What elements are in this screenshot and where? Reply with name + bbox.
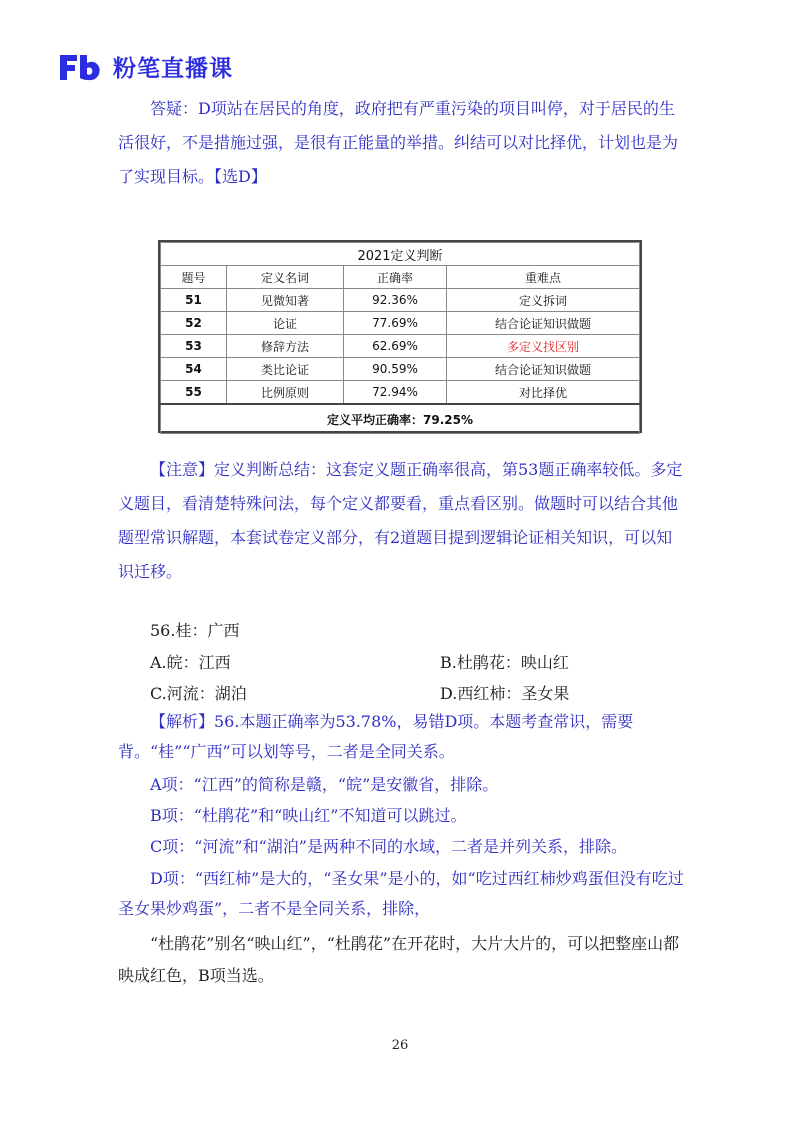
table-header-cell: 题号 <box>161 266 227 289</box>
table-cell: 51 <box>161 289 227 312</box>
table-cell: 对比择优 <box>447 381 640 405</box>
analysis-a: A项：“江西”的简称是赣，“皖”是安徽省，排除。 <box>150 775 499 794</box>
table-cell: 结合论证知识做题 <box>447 312 640 335</box>
note-paragraph: 【注意】定义判断总结：这套定义题正确率很高，第53题正确率较低。多定义题目，看清楚特殊问法，每个定义都要看，重点看区别。做题时可以结合其他题型常识解题，本套试卷定义部分，有2道题目提到逻辑论证相关知识，可以知识迁移。 <box>118 460 683 581</box>
table-row <box>161 358 640 381</box>
table-header-cell: 定义名词 <box>227 266 344 289</box>
analysis-c: C项：“河流”和“湖泊”是两种不同的水域，二者是并列关系，排除。 <box>150 837 627 856</box>
fenbi-logo-icon <box>57 51 103 83</box>
table-cell: 77.69% <box>344 312 447 335</box>
brand-logo <box>57 50 233 83</box>
table-cell: 修辞方法 <box>227 335 344 358</box>
table-cell: 52 <box>161 312 227 335</box>
table-cell: 54 <box>161 358 227 381</box>
table-cell: 见微知著 <box>227 289 344 312</box>
option-b: B.杜鹃花：映山红 <box>440 653 569 672</box>
table-cell: 55 <box>161 381 227 405</box>
table-header-row <box>161 266 640 289</box>
accuracy-table <box>158 240 642 433</box>
analysis-d: D项：“西红柿”是大的，“圣女果”是小的，如“吃过西红柿炒鸡蛋但没有吃过圣女果炒鸡蛋”，二者不是全同关系，排除， <box>118 869 684 918</box>
table-row <box>161 335 640 358</box>
table-row <box>161 289 640 312</box>
table-cell: 多定义找区别 <box>447 335 640 358</box>
table-cell: 90.59% <box>344 358 447 381</box>
table-row <box>161 312 640 335</box>
table-row <box>161 381 640 405</box>
analysis-conclusion: “杜鹃花”别名“映山红”，“杜鹃花”在开花时，大片大片的，可以把整座山都映成红色，B项当选。 <box>118 934 680 985</box>
option-c: C.河流：湖泊 <box>150 684 247 703</box>
table-cell: 比例原则 <box>227 381 344 405</box>
table-cell: 72.94% <box>344 381 447 405</box>
table-header-cell: 重难点 <box>447 266 640 289</box>
table-cell: 论证 <box>227 312 344 335</box>
analysis-intro: 【解析】56.本题正确率为53.78%，易错D项。本题考查常识，需要背。“桂”“广西”可以划等号，二者是全同关系。 <box>118 712 634 761</box>
page-number: 26 <box>391 1038 409 1053</box>
option-d: D.西红柿：圣女果 <box>440 684 570 703</box>
brand-name: 粉笔直播课 <box>113 56 233 82</box>
question-stem: 56.桂：广西 <box>150 621 240 640</box>
option-a: A.皖：江西 <box>150 653 231 672</box>
analysis-b: B项：“杜鹃花”和“映山红”不知道可以跳过。 <box>150 806 467 825</box>
table-cell: 类比论证 <box>227 358 344 381</box>
table-cell: 结合论证知识做题 <box>447 358 640 381</box>
table-title: 2021定义判断 <box>161 243 640 266</box>
table-footer: 定义平均正确率：79.25% <box>161 404 640 434</box>
table-cell: 定义拆词 <box>447 289 640 312</box>
answer-explanation: 答疑：D项站在居民的角度，政府把有严重污染的项目叫停，对于居民的生活很好，不是措施过强，是很有正能量的举措。纠结可以对比择优，计划也是为了实现目标。【选D】 <box>118 99 679 186</box>
table-cell: 92.36% <box>344 289 447 312</box>
table-header-cell: 正确率 <box>344 266 447 289</box>
table-cell: 53 <box>161 335 227 358</box>
table-cell: 62.69% <box>344 335 447 358</box>
